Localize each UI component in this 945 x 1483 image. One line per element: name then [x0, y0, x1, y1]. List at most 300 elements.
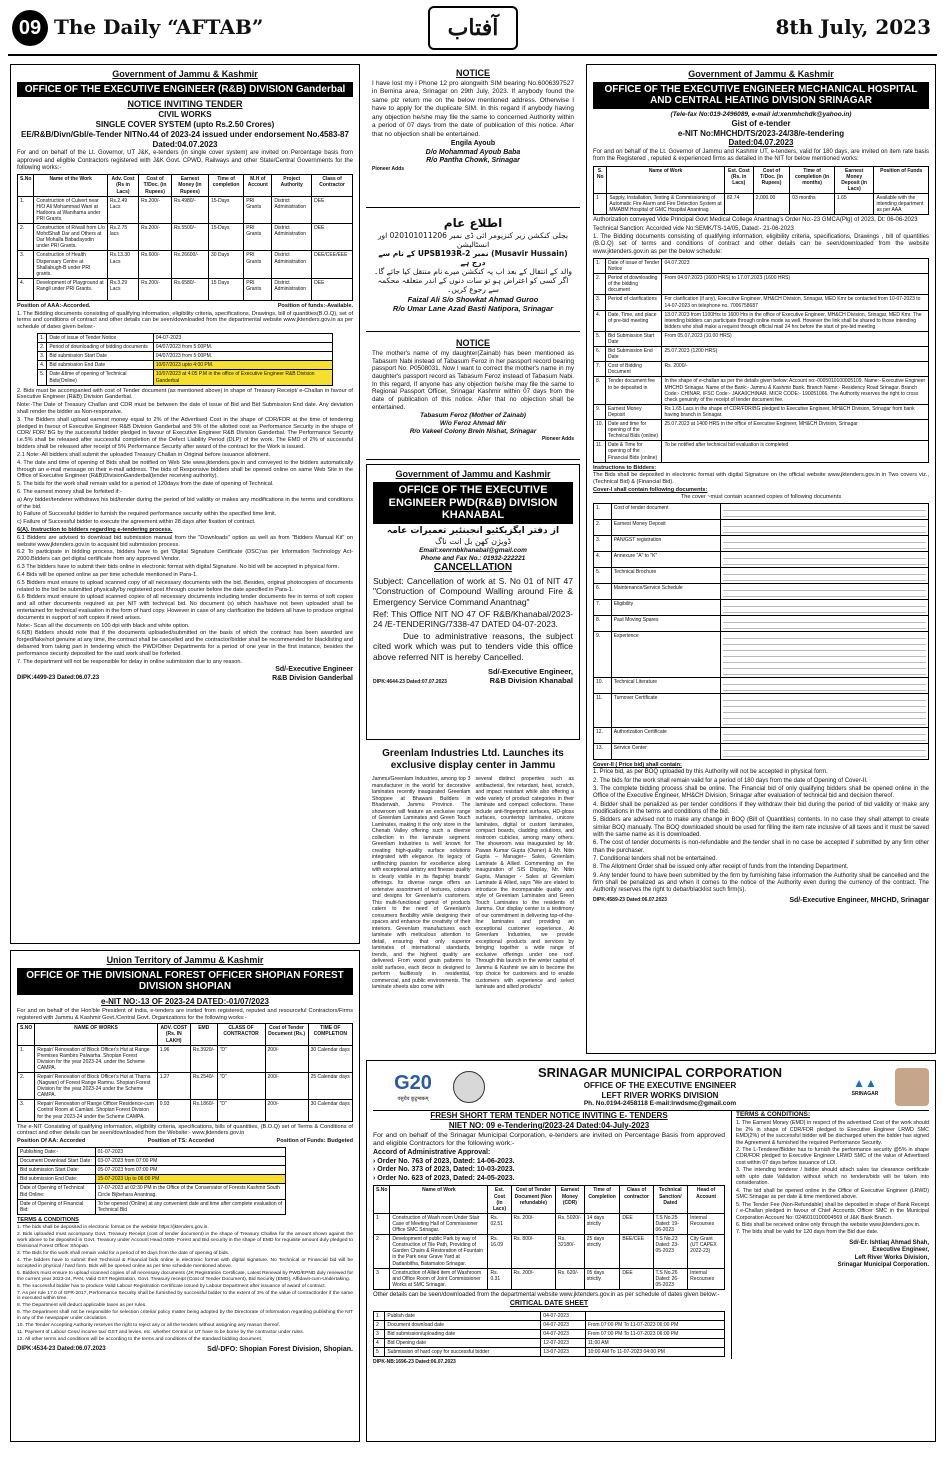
terms-item: 5. Bidders must ensure to upload scanned copies of all necessary documents (JK Registration Certificate, Latest Renewal by PWD/EPND duly renewed for the current year 2023-24, PAN, Valid GST Registration, Govt. Treasury receipt (Cost of Tender Document), Bid Security (EMD), Affidavit-cum-Undertaking.	[17, 1270, 353, 1282]
nit-number: e-NIT NO:-13 OF 2023-24 DATED:-01/07/2023	[101, 996, 269, 1006]
dipk-number: DIPK:4499-23 Dated:06.07.23	[17, 675, 100, 681]
table-cell: 25.07.2023 at 1400 HRS in the office of Executive Engineer, MH&CH Division, Srinagar	[662, 420, 929, 441]
table-row	[594, 583, 929, 599]
table-cell: Date, Time, and place of pre-bid meeting	[605, 310, 662, 331]
aaa-position: Position of AAA:-Accorded.	[17, 302, 91, 309]
cancellation-title: CANCELLATION	[433, 562, 513, 574]
table-cell: 1.65	[834, 194, 873, 215]
urdu-division: ڈویژن کھن بل انت ناگ	[434, 536, 512, 546]
table-row	[594, 295, 929, 310]
table-cell: 25.07.2023 (1200 HRS)	[662, 347, 929, 362]
table-row	[18, 1100, 353, 1121]
table-cell: Rs.3920/-	[190, 1045, 217, 1072]
table-row	[594, 441, 929, 462]
table-cell: Rs.200/-	[139, 278, 172, 300]
notice-line-1: بجلی کنکشن زیر کنزیومر ائی ڈی نمبر 020101011206 اور انسٹالیشن	[377, 230, 569, 249]
table-cell: Date of issue of Tender Notice	[47, 334, 153, 343]
table-header-row	[594, 166, 929, 193]
notice-title: اطلاع عام	[443, 216, 503, 230]
signature-2: R&B Division Khanabal	[489, 675, 573, 685]
table-row	[18, 1148, 286, 1157]
terms-item: 10. The Tender Accepting Authority reserves the right to reject any or all the tenders without assigning any reason thereof.	[17, 1323, 280, 1329]
table-row	[374, 1235, 725, 1268]
table-cell: For clarification (if any), Executive Engineer, MH&CH Division, Srinagar, MED Kmr be contacted from 10-07-2023 to 14-07-2023 on telephone no. 7006758687	[662, 295, 929, 310]
table-cell: 2,000.00	[753, 194, 789, 215]
terms-item: 12. All other terms and conditions will be according to the terms and conditions of the standard bidding document.	[17, 1337, 263, 1343]
table-cell: Bid submission/uploading date	[385, 1329, 541, 1338]
table-cell: Bid Submission Start Date	[605, 331, 662, 346]
table-row	[38, 370, 333, 385]
text-line	[723, 554, 926, 559]
terms-title: TERMS & CONDITIONS	[17, 1216, 79, 1223]
table-cell: 1.	[18, 1045, 35, 1072]
para-6-1: 6.1 Bidders are advised to download bid submission manual from the "Downloads" option as well as from "Bidders Manual Kit" on website www.jktenders.gov.in to acquaint bid submission process.	[17, 534, 353, 548]
table-cell: 2.	[18, 224, 34, 251]
table-header-cell: ADV. COST (Rs. IN LAKH)	[157, 1024, 190, 1045]
para-6-4: 6.4 Bids will be opened online as per time schedule mentioned in Para-1.	[17, 571, 198, 578]
table-cell: 30 Calendar days	[308, 1100, 352, 1121]
text-line	[723, 702, 926, 707]
cover-2-item: 3. The complete bidding process shall be online. The Financial bid of only qualifying bidders shall be opened online in the Office of the Executive Engineer, MH&CH Division, Srinagar after evaluation of technical bid and decision thereof.	[593, 786, 929, 800]
table-cell: 10/07/2023 at 4:05 P.M in the office of Executive Engineer R&B Division Ganderbal	[153, 370, 332, 385]
table-cell: 5	[374, 1348, 385, 1357]
terms-item: 3. The Bids for the work shall remain valid for a period of 90 days from the date of opening of bids.	[17, 1250, 230, 1256]
table-cell	[721, 693, 929, 727]
table-row	[594, 743, 929, 759]
table-cell: DEE	[312, 224, 353, 251]
table-cell: Construction of Culvert near H/O Ali Mohammad Wani at Hadoora at Wanihama under PRI Grants.	[34, 196, 108, 223]
text-line	[723, 570, 926, 575]
table-cell: Period of downloading of the bidding document	[605, 274, 662, 295]
table-header-cell: Time of completion (in months)	[790, 166, 835, 193]
terms-item: 8. The Department will deduct applicable taxes as per rules.	[17, 1303, 147, 1309]
table-cell: 01-07-2023	[95, 1148, 285, 1157]
table-row	[38, 343, 333, 352]
table-header-cell: S.No	[374, 1186, 390, 1213]
table-cell: Earnest Money Deposit	[605, 404, 662, 419]
para-6a: a) Any bidder/tenderer withdraws his bid/tender during the period of bid validity or makes any modifications in the terms and conditions of the bid.	[17, 496, 353, 510]
table-cell: Past Moving Spares	[611, 615, 721, 631]
table-header-cell: Cost of Tender Document (Non refundable)	[511, 1186, 556, 1213]
para-6-2: 6.2 To participate in bidding process, bidders have to get 'Digital Signature Certificate (DSC)'as per Information Technology Act-2000.Bidders can get digital certificate from any approved Vendor.	[17, 549, 353, 563]
table-cell: Document Download Start Date:	[18, 1157, 96, 1166]
terms-item: 4. The bid shall be opened online in the Office of Executive Engineer (LRWD) SMC Srinagar as per date & time mentioned above.	[736, 1187, 929, 1201]
rb-ganderbal-tender	[10, 64, 360, 944]
table-cell: Rs. 16.09	[488, 1235, 511, 1268]
table-row	[18, 1073, 353, 1100]
terms-item: 2. Bids uploaded must accompany Govt. Treasury Receipt (cost of tender document) in the shape of Treasury Challan for the amount shown against the work above to be deposited in Govt. Treasury under Account Head 0406- Forest and Bid security in the shape of EMD for requisite amount duly pledged to Divisional Forest Officer Shopian.	[17, 1231, 353, 1249]
table-cell: Repair/ Renovation of Block Officer's Hut at Range Premises Rambirs Palwarha. Shopian Forest Division for the year 2023-24. under the Scheme CAMPA.	[35, 1045, 157, 1072]
subject: Subject: Cancellation of work at S. No 01 of NIT 47 "Construction of Compound Walling around Fire & Emergency Service Command Anantnag"	[373, 575, 573, 607]
table-header-cell: Time of completion	[208, 175, 243, 196]
table-cell: Rs.2540/-	[190, 1073, 217, 1100]
table-row	[594, 615, 929, 631]
text-line	[723, 730, 926, 735]
nit-date: Dated:04.07.2023	[728, 138, 794, 148]
table-cell: Rs. 200/-	[511, 1268, 556, 1289]
table-cell: DEE	[620, 1268, 653, 1289]
text-line	[723, 686, 926, 691]
table-cell	[721, 519, 929, 535]
table-cell: 03-07-2023 from 07:00 PM	[95, 1157, 285, 1166]
table-row	[594, 599, 929, 615]
body: Due to administrative reasons, the subject cited work which was put to tenders vide this office above referred NIT is hereby Cancelled.	[373, 630, 573, 663]
table-cell: Development of public Park by way of Construction of Tile Path, Providing of Garden Chairs & Restoration of Fountain in the Park near Grave Yard at Dadanbitha, Batamaloo Srinagar.	[390, 1235, 488, 1268]
table-cell: 10.	[594, 677, 612, 693]
text-line	[723, 658, 926, 663]
para-6-3: 6.3 The bidders have to submit their bids online in electronic format with digital Signature. No bid will be accepted in physical form.	[17, 564, 340, 571]
text-line	[723, 624, 926, 629]
terms-item: 7. The bids shall be valid for 120 days from the Bid due date.	[736, 1229, 879, 1236]
table-cell: 14 days strictly	[584, 1213, 620, 1234]
table-cell: 04-07-2023	[153, 334, 332, 343]
table-header-cell: Position of Funds	[874, 166, 929, 193]
table-header-cell: Name of Work	[390, 1186, 488, 1213]
table-cell: Bid submission Start Date:	[18, 1166, 96, 1175]
text-line	[723, 560, 926, 565]
table-row	[18, 1184, 286, 1199]
intro-text: For and on behalf of the Srinagar Municipal Corporation, e-tenders are invited on Percentage Basis from approved and eligible Contractors for the following work:-	[373, 1131, 725, 1148]
table-cell: 5.	[38, 370, 47, 385]
division-name: LEFT RIVER WORKS DIVISION	[601, 1090, 719, 1100]
aa-text: Authorization conveyed Vide Principal Govt Medical College Anantnag's Order No:-23 GMCA(Plg) of 2023, Dt: 06-06-2023	[593, 217, 918, 224]
ad-credit: Pioneer Adds	[372, 165, 405, 172]
table-header-cell: Est. Cost (in Lacs)	[488, 1186, 511, 1213]
intro-text: For and on behalf of the Lt. Governor, UT J&K, e-tenders (in single cover system) are invited on Percentage basis from approved and eligible Contractors registered with J&K Govt. CPWD, Railways and other State/Central Governments for the following works:-	[17, 150, 353, 172]
table-cell	[721, 677, 929, 693]
text-line	[723, 714, 926, 719]
table-header-cell: Earnest Money (CDR)	[556, 1186, 585, 1213]
table-cell: Publish date	[385, 1311, 541, 1320]
table-cell: DEE/CEE/EEE	[312, 251, 353, 278]
table-header-cell: TIME OF COMPLETION	[308, 1024, 352, 1045]
article-col-1: Jammu/Greenlam Industries, among top 3 manufacturer in the world for decorative laminates recently inaugurated Greenlam Shoppee at Bhawani Builders in Bhaderwah, Jammu Province. The showroom will feature an exclusive range of Greenlam Laminates and Green Touch Laminates, making it the only store in the Chenab Valley offering such a diverse collection in the laminate segment. Greenlam Industries is well known for creating high-quality surface solutions integrated with elegance. Its legacy of unflinching passion for excellence along with exceptional artistry and finesse quality is clearly visible in its flagship brands' offerings. Its diverse range offers an extensive assortment of textures, colours and designs for Greenlam's customers. This multi-functional gamut of products caters to the need of Greenlam's consumers flexibility while designing their spaces and enhance the creativity of their interiors. Greenlam manufactures each laminate with meticulous attention to detail, ensuring that only superior laminates of international standards, trends, and the highest quality are delivered. From wood grain patterns to solid surfaces, each decor is designed to perform faultlessly in residential, commercial, and public environments. The laminate sheets also come with	[372, 776, 471, 990]
works-table	[373, 1185, 725, 1289]
table-cell: 7.	[594, 362, 606, 377]
table-cell: 10:00 AM To 11-07-2023 04:00 PM	[585, 1348, 724, 1357]
dipk-date: Dated:07.07.2023	[406, 678, 447, 685]
documents-table	[593, 503, 929, 760]
table-cell	[721, 583, 929, 599]
table-cell: From 04.07.2023 (1600 HRS) to 17.07.2023 (1600 HRS)	[662, 274, 929, 295]
table-cell: To be notified after technical bid evaluation is completed	[662, 441, 929, 462]
table-cell: PAN/GST registration	[611, 535, 721, 551]
ts-text: Technical Sanction: Accorded vide No:SEMK/TS-14/05, Dated:- 21-06-2023	[593, 225, 794, 232]
table-header-cell: Class of Contractor	[312, 175, 353, 196]
table-cell: 200/-	[265, 1045, 308, 1072]
notice-urdu-electricity	[366, 212, 580, 332]
table-row	[594, 631, 929, 677]
table-cell: 13.	[594, 743, 612, 759]
table-cell: City Grant (UT CAPEX 2022-23)	[688, 1235, 725, 1268]
notice-title: NOTICE	[455, 68, 490, 78]
table-cell: Rs. 32180/-	[556, 1235, 585, 1268]
text-line	[723, 696, 926, 701]
table-header-cell: Technical Sanction/ Dated	[653, 1186, 688, 1213]
table-header-cell: Class of contractor	[620, 1186, 653, 1213]
table-cell: Construction of Wash room Under Stair Case of Meeting Hall of Commissioner Office SMC Srinagar.	[390, 1213, 488, 1234]
text-line	[723, 720, 926, 725]
table-cell: Cost of tender document	[611, 503, 721, 519]
text-line	[723, 528, 926, 533]
table-header-cell: Earnest Money (in Rupees)	[171, 175, 208, 196]
table-cell: 4.	[594, 551, 612, 567]
table-row	[18, 1166, 286, 1175]
table-cell: Bid submission End Date	[47, 361, 153, 370]
table-cell: District Administration	[272, 224, 312, 251]
dipk-number: DIPK:4589-23 Dated:06.07.2023	[593, 897, 667, 904]
text-line	[723, 736, 926, 741]
table-cell: 1.96	[157, 1045, 190, 1072]
critical-title: CRITICAL DATE SHEET	[509, 1300, 589, 1308]
table-cell: 13-07-2023	[541, 1348, 586, 1357]
text-line	[723, 512, 926, 517]
table-cell: PRI Grants	[244, 278, 272, 300]
table-cell: Earnest Money Deposit	[611, 519, 721, 535]
para-2: 2. Bids must be accompanied with cost of Tender document (as mentioned above) in shape of Treasury Receipt/ e-Challan in favour of Executive Engineer (R&B) Division Ganderbal.	[17, 387, 353, 401]
table-row	[594, 258, 929, 273]
text-line	[723, 506, 926, 511]
table-cell: 3	[374, 1268, 390, 1289]
table-cell: Technical Brochure	[611, 567, 721, 583]
table-row	[594, 503, 929, 519]
table-cell: Construction of R/wall from L/o MohdShafi Dar and Others at Dar Mohalla Babadayodin under PRI Grants.	[34, 224, 108, 251]
notice-title: NOTICE INVITING TENDER	[127, 99, 243, 110]
notice-husband: W/o Feroz Ahmad Mir	[439, 420, 507, 428]
table-row	[594, 567, 929, 583]
table-cell: Document download date	[385, 1320, 541, 1329]
notice-line-3: والد کے انتقال کے بعد اب یہ کنکشن میرے نام منتقل کیا جائے گا۔ اگر کسی کو اعتراض ہو تو سات دنوں کے اندر متعلقہ محکمہ سے رجوع کریں۔	[373, 267, 573, 295]
cover-2-item: 5. Bidders are advised not to make any change in BOQ (Bill of Quantities) contents. In no case they shall attempt to create similar BOQ manually. The BOQ downloaded should be used for filling the item rate inclusive of all taxes and it must be saved with the same name as it is downloaded.	[593, 817, 929, 838]
table-row	[594, 362, 929, 377]
table-row	[18, 224, 353, 251]
table-cell	[585, 1311, 724, 1320]
works-type: CIVIL WORKS	[158, 110, 212, 120]
signature: Sd/-Executive Engineer, MHCHD, Srinagar	[789, 897, 929, 905]
table-cell: Rs. 2000/-	[662, 362, 929, 377]
table-header-cell: Cost of T/Doc. (in Rupees)	[139, 175, 172, 196]
para-6: 6. The earnest money shall be forfeited if:-	[17, 488, 122, 495]
table-cell: Date and time for opening of the Technical Bids (online)	[605, 420, 662, 441]
table-cell: DEE	[620, 1213, 653, 1234]
table-row	[594, 551, 929, 567]
table-cell: District Administration	[272, 196, 312, 223]
notice-passport-correction	[366, 334, 580, 460]
notice-name: Tabasum Feroz (Mother of Zainab)	[420, 412, 526, 420]
table-cell: Development of Playground at Rangil under PRI Grants.	[34, 278, 108, 300]
table-cell: Bid Opening date	[385, 1339, 541, 1348]
table-cell: Construction of Allied item of Washroom and Office Room of Joint Commissioner Works at SMC Srinagar.	[390, 1268, 488, 1289]
smc-logo: ▲▲ SRINAGAR	[835, 1076, 895, 1097]
notice-line-2: (Musavir Hussain) نمبر UPSB193R-2 کے نام سے درج ہے	[378, 248, 568, 268]
table-cell: From 07:00 PM To 11-07-2023 06:00 PM	[585, 1329, 724, 1338]
table-cell: 30 Days	[208, 251, 243, 278]
cover-2-item: 9. Any tender found to have been submitted by the firm by furnishing false information the Authority shall be cancelled and the firm shall be penalized as and when it comes to the notice of the Authority even during the currency of the contract. The Authority reserves the right to debar/blacklist such firm(s).	[593, 872, 929, 894]
table-cell: Rs.6580/-	[171, 278, 208, 300]
gov-heading: Government of Jammu & Kashmir	[112, 69, 258, 79]
table-cell: 0.93	[157, 1100, 190, 1121]
table-cell: 4.	[18, 278, 34, 300]
table-cell: 2	[374, 1320, 385, 1329]
schedule-table	[593, 258, 929, 463]
table-cell: 82.74	[724, 194, 753, 215]
table-cell: Rs. 0.31	[488, 1268, 511, 1289]
text-line	[723, 618, 926, 623]
table-cell	[721, 599, 929, 615]
pwd-khanabal-cancellation	[366, 464, 580, 740]
notice-address: R/o Umar Lane Azad Basti Natipora, Srinagar	[392, 303, 554, 313]
terms-item: 6. The successful bidder has to produce Valid Labour Registration Certificate issued by Labour Department after issuance of award of contract.	[17, 1283, 326, 1289]
order-item: › Order No. 373 of 2023, Dated: 10-03-2023.	[373, 1166, 515, 1174]
signature: Sd/-DFO: Shopian Forest Division, Shopian.	[207, 1346, 353, 1354]
table-header-cell: Adv. Cost (Rs in Lacs)	[107, 175, 138, 196]
table-row	[594, 404, 929, 419]
text-line	[723, 576, 926, 581]
table-cell: 05-07-2023 from 07:00 PM	[95, 1166, 285, 1175]
table-header-cell: Head of Account	[688, 1186, 725, 1213]
nit-number: NIET NO: 09 e-Tendering/2023-24 Dated:04-July-2023	[448, 1121, 650, 1131]
office-name: OFFICE OF THE EXECUTIVE ENGINEER	[583, 1080, 737, 1090]
table-cell: 1.27	[157, 1073, 190, 1100]
office-banner: OFFICE OF THE EXECUTIVE ENGINEER PWD(R&B) DIVISION KHANABAL	[373, 482, 573, 524]
intro-text: For and on behalf of the Lt. Governor of Jammu and Kashmir UT, e-tenders, valid for 180 days, are invited on item rate basis from the Registered , reputed & experienced firms as detailed in the NIT for below mentioned works:	[593, 149, 929, 163]
paper-name: The Daily “AFTAB”	[54, 15, 264, 39]
table-row	[594, 194, 929, 215]
table-row	[18, 196, 353, 223]
text-line	[723, 586, 926, 591]
table-cell: Rs.600/-	[139, 251, 172, 278]
table-cell: 05 days strictly	[584, 1268, 620, 1289]
dipk-number: DIPK:4534-23 Dated:06.07.2023	[17, 1346, 106, 1353]
table-cell: DEE	[312, 196, 353, 223]
table-cell: 15-Days	[208, 196, 243, 223]
emblem-icon	[453, 1071, 485, 1103]
table-cell: To be opened (Online) at any convenient date and time after complete evaluation of Technical Bid	[95, 1199, 285, 1214]
table-cell: District Administration	[272, 278, 312, 300]
terms-item: 9. The Department shall not be responsible for selection criteria/ policy matter being adopted by the Directorate of Information regarding publishing the NIT in any of the newspaper under circulation.	[17, 1310, 353, 1322]
table-cell: Rs.13.30 Lacs	[107, 251, 138, 278]
ut-heading: Union Territory of Jammu & Kashmir	[106, 955, 264, 965]
text-line	[723, 680, 926, 685]
para-5: 5. The bids for the work shall remain valid for a period of 120days from the date of opening of Technical.	[17, 481, 274, 488]
text-line	[723, 746, 926, 751]
table-cell: 15 Days	[208, 278, 243, 300]
nit-number: e-NIT No:MHCHD/TS/2023-24/38/e-tendering	[677, 128, 845, 138]
terms-item: 1. The Earnest Money (EMD) in respect of the advertised Cost of the work should be 2% in shape of CDR/FDR pledged to Executive Engineer LRWD SMC EMD(2%) of the successful bidder will be discharged when the bidder has signed the Agreement & furnished the required Performance Security.	[736, 1120, 929, 1146]
table-row	[594, 347, 929, 362]
table-cell: 2.	[594, 519, 612, 535]
para-6b: b) Failure of Successful bidder to furnish the required performance security within the specified time limit.	[17, 511, 277, 518]
notice-address: R/o Vakeel Colony Brein Nishat, Srinagar	[409, 428, 537, 436]
table-row	[18, 251, 353, 278]
office-banner: OFFICE OF THE EXECUTIVE ENGINEER MECHANICAL HOSPITAL AND CENTRAL HEATING DIVISION SRINAGAR	[593, 82, 929, 109]
table-cell: 12-07-2023	[541, 1339, 586, 1348]
table-cell: Period of clarifications	[605, 295, 662, 310]
table-row	[18, 278, 353, 300]
table-cell: 3.	[38, 352, 47, 361]
table-cell: 9.	[594, 631, 612, 677]
table-cell: 10.	[594, 420, 606, 441]
table-header-cell: NAME OF WORKS	[35, 1024, 157, 1045]
table-cell: 1.	[594, 503, 612, 519]
table-cell: 04-07-2023	[541, 1311, 586, 1320]
table-cell: Date of issue of Tender Notice	[605, 258, 662, 273]
consist-text: The e-NIT Consisting of qualifying information, eligibility criteria, specifications, bills of quantities, (B.O.Q) set of Terms & Conditions of contract and other details can be seen/downloaded from the Website:- www.jktenders.gov.in	[17, 1123, 353, 1137]
text-line	[723, 646, 926, 651]
text-line	[723, 544, 926, 549]
cover-2-item: 4. Bidder shall be penalized as per tender conditions if they withdraw their bid during the period of bid validity or make any modifications in the terms and conditions of the bid.	[593, 801, 929, 816]
table-cell: 03 months	[790, 194, 835, 215]
works-table	[17, 174, 353, 300]
article-col-2: several distinct properties such as antibacterial, fire retardant, heat, scratch, and impact resistant while also offering a wide variety of product categories in their laminate and compact collections. These include anti-fingerprint surfaces, HD-gloss surfaces, countertop laminates, unicore laminates, digital or custom laminates, compact boards, cladding solutions, and restroom cubicles, among many others. The showroom was inaugurated by Mr. Pawan Kumar Gupta (Owner) & Mr. Nitin Gupta – Manager– Sales, Greenlam Laminate & Allied. Commenting on the inauguration of SIS Display, Mr. Nitin Gupta, Manager - Sales at Greenlam Laminate & Allied, says "We are elated to introduce the incomparable quality and style of Greenlam Laminates and Green Touch Laminates to the residents of Jammu. Our display center is a testimony of our commitment in delivering top-of-the-line laminates and providing an exceptional customer experience. At Greenlam Industries, we provide exceptional products and services by bringing together a wide range of exclusive offerings under one roof. Through this launch in the winter capital of Jammu & Kashmir we aim to become the top choice for customers and to enable customers with experience and select laminate and allied products"	[475, 776, 574, 990]
table-row	[594, 693, 929, 727]
cover-2-item: 7. Conditional tenders shall not be entertained.	[593, 855, 718, 862]
cover-2-item: 8. The Allotment Order shall be issued only after receipt of funds from the Intending Department.	[593, 864, 849, 871]
table-row	[374, 1339, 725, 1348]
cover-2-list	[593, 769, 929, 894]
table-cell: T.S No.25 Dated: 19-06-2023	[653, 1213, 688, 1234]
para-7: 7. The department will not be responsible for delay in online submission due to any reason.	[17, 658, 243, 665]
dipk-number: DIPK:4644-23	[373, 678, 405, 685]
table-cell: "D"	[217, 1045, 265, 1072]
table-header-cell: Earnest Money Deposit (in Lacs)	[834, 166, 873, 193]
table-cell: In the shape of e-challan as per the details given below: Account no:-0005010100005109. Name:- Executive Engineer MHCHD Srinagar. Name of the Bank:- Jammu & Kashmir Bank. Branch Name:- Residency Road Srinagar. Branch Code:- CHINAR. IFSC Code:- JAKA0CHINAR. MICR CODE:- 190051066. The Authority reserves the right to cross check genuinity of the receipt of tender document fee.	[662, 377, 929, 404]
other-text: Other details can be seen/downloaded from the departmental website www.jktenders.gov.in as per schedule of dates given below:-	[373, 1291, 720, 1298]
notice-lost-iphone	[366, 64, 580, 208]
table-header-cell: Time of Completion	[584, 1186, 620, 1213]
office-banner: OFFICE OF THE EXECUTIVE ENGINEER (R&B) DIVISION Ganderbal	[17, 82, 353, 98]
telefax: (Tele-fax No:019-2496089, e-mail id:xenmhchdk@yahoo.in)	[670, 110, 852, 118]
table-cell: Construction of Health Dispensary Centre at Shallabugh-B under PRI grants.	[34, 251, 108, 278]
table-cell	[721, 615, 929, 631]
contact: Ph. No.0194-2458118 E-mail:lrwdsmc@gmail.com	[583, 1100, 737, 1108]
table-cell	[721, 743, 929, 759]
text-line	[723, 608, 926, 613]
table-cell: Rs.3.29 Lacs	[107, 278, 138, 300]
para-2-1: 2.1 Note:-All bidders shall submit the uploaded Treasury Challan in Original before issuance allotment.	[17, 451, 271, 458]
table-cell: 25 Calendar days	[308, 1073, 352, 1100]
table-cell: PRI Grants	[244, 224, 272, 251]
text-line	[723, 634, 926, 639]
instructions-text: The Bids shall be deposited in electronic format with digital Signature on the official website www.jktenders.gov.in in Two covers viz., (Technical Bid) & (Financial Bid).	[593, 472, 929, 486]
signature-3: Left River Works Division,	[854, 1254, 929, 1261]
table-cell: 3.	[594, 295, 606, 310]
table-cell: 1	[594, 194, 607, 215]
table-cell: Rs.2.49 Lacs	[107, 196, 138, 223]
table-cell: Rs.200/-	[139, 224, 172, 251]
table-cell: 4.	[594, 310, 606, 331]
urdu-office: از دفتر ایگزیکٹیو انجینئیر تعمیرات عامہ	[386, 525, 560, 536]
table-row	[594, 677, 929, 693]
table-cell: 2.	[38, 343, 47, 352]
table-row	[374, 1311, 725, 1320]
dipk-number: DIPK-NB:1696-23 Dated:06.07.2023	[373, 1359, 456, 1366]
funds-position: Position of funds:-Available.	[277, 302, 353, 309]
table-cell: Rs.200/-	[139, 196, 172, 223]
table-cell: 1.	[38, 334, 47, 343]
ad-credit: Pioneer Adds	[541, 436, 574, 443]
order-item: › Order No. 763 of 2023, Dated: 14-06-2023.	[373, 1157, 515, 1165]
table-cell: Internal Recourses	[688, 1268, 725, 1289]
table-cell: 1	[374, 1213, 390, 1234]
cover-2-item: 6. The cost of tender documents is non-refundable and the tender shall in no case be accepted if submitted by any firm other than the purchaser.	[593, 840, 929, 854]
works-table	[593, 166, 929, 216]
terms-item: 2. The L-Tenderer/Bidder has to furnish the performance security @5% in shape CDR/FDR pledged to Executive Engineer LRWD SMC of the value of Advertised cost within 07 days before issuance of LOI.	[736, 1147, 929, 1166]
table-cell: 11.	[594, 441, 606, 462]
smc-logo-text: SRINAGAR	[851, 1090, 879, 1097]
signature-1: Sd/-Executive Engineer,	[487, 666, 573, 676]
table-row	[594, 519, 929, 535]
